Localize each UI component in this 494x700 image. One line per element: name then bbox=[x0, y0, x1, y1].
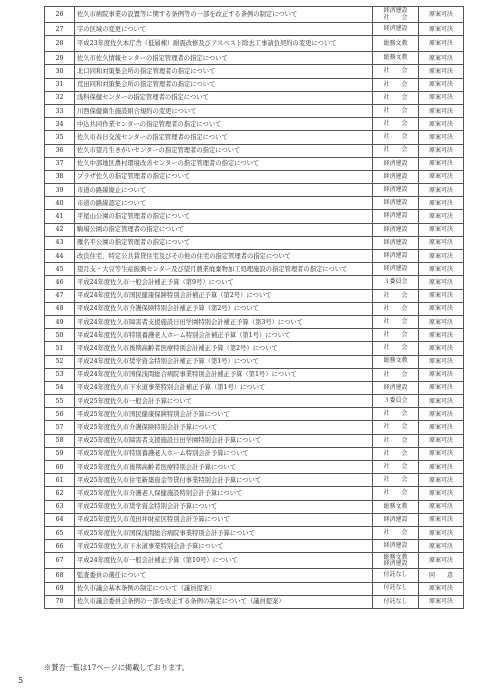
result-cell: 原案可決 bbox=[419, 184, 464, 197]
bill-title-cell: 平成24年度佐久市一般会計補正予算（第9号）について bbox=[75, 276, 373, 289]
bill-title-cell: 平成25年度佐久市障害者支援施設日田学園特別会計予算について bbox=[75, 434, 373, 447]
result-cell: 原案可決 bbox=[419, 421, 464, 434]
row-number-cell: 48 bbox=[45, 302, 75, 315]
committee-cell: 社 会 bbox=[373, 289, 419, 302]
table-row bbox=[45, 421, 464, 434]
bill-title-cell: 平尾山公園の指定管理者の指定について bbox=[75, 210, 373, 223]
committee-cell: ３委員会 bbox=[373, 395, 419, 408]
bill-title-cell: 平成25年度佐久市国保浅間総合病院事業特別会計予算について bbox=[75, 526, 373, 539]
table-row bbox=[45, 355, 464, 368]
table-row bbox=[45, 118, 464, 131]
result-cell: 原案可決 bbox=[419, 474, 464, 487]
bill-title-cell: 平成23年度佐久本庁舎（低層棟）耐震改修及びアスベスト除去工事請負契約の変更について bbox=[75, 36, 373, 52]
row-number-cell: 59 bbox=[45, 447, 75, 460]
table-row bbox=[45, 395, 464, 408]
bill-title-cell: 北口同和対策集会所の指定管理者の指定について bbox=[75, 65, 373, 78]
row-number-cell: 58 bbox=[45, 434, 75, 447]
row-number-cell: 27 bbox=[45, 23, 75, 36]
committee-cell: 経済建設 bbox=[373, 250, 419, 263]
result-cell: 原案可決 bbox=[419, 434, 464, 447]
result-cell: 原案可決 bbox=[419, 368, 464, 381]
bill-title-cell: 佐久市望月生きがいセンターの指定管理者の指定について bbox=[75, 144, 373, 157]
table-row bbox=[45, 368, 464, 381]
table-row bbox=[45, 500, 464, 513]
bill-title-cell: 平成25年度佐久市介護老人保健施設特別会計予算について bbox=[75, 487, 373, 500]
bill-title-cell: 市道の路線廃止について bbox=[75, 184, 373, 197]
committee-cell: 社 会 bbox=[373, 368, 419, 381]
bill-title-cell: 平成25年度佐久市介護保険特別会計予算について bbox=[75, 421, 373, 434]
bill-title-cell: 平成25年度佐久市奨学資金特別会計予算について bbox=[75, 500, 373, 513]
committee-cell: 経済建設 bbox=[373, 540, 419, 553]
committee-cell: 経済建設 bbox=[373, 236, 419, 249]
committee-cell: 付託なし bbox=[373, 582, 419, 595]
row-number-cell: 29 bbox=[45, 52, 75, 65]
table-row bbox=[45, 104, 464, 117]
bill-title-cell: 字の区域の変更について bbox=[75, 23, 373, 36]
committee-cell: 経済建設 bbox=[373, 210, 419, 223]
row-number-cell: 64 bbox=[45, 513, 75, 526]
row-number-cell: 46 bbox=[45, 276, 75, 289]
row-number-cell: 68 bbox=[45, 569, 75, 582]
result-cell: 原案可決 bbox=[419, 263, 464, 276]
row-number-cell: 51 bbox=[45, 342, 75, 355]
bill-title-cell: 駒場公園の指定管理者の指定について bbox=[75, 223, 373, 236]
bill-title-cell: 佐久市議会委員会条例の一部を改正する条例の制定について（議員提案） bbox=[75, 595, 373, 608]
page-number: 5 bbox=[18, 676, 24, 685]
result-cell: 原案可決 bbox=[419, 582, 464, 595]
row-number-cell: 47 bbox=[45, 289, 75, 302]
bill-title-cell: 佐久市議会基本条例の制定について（議員提案） bbox=[75, 582, 373, 595]
table-row bbox=[45, 302, 464, 315]
committee-cell: 総務文教 bbox=[373, 355, 419, 368]
bill-title-cell: 平成25年度佐久市特別養護老人ホーム特別会計予算について bbox=[75, 447, 373, 460]
row-number-cell: 31 bbox=[45, 78, 75, 91]
table-row bbox=[45, 184, 464, 197]
result-cell: 原案可決 bbox=[419, 302, 464, 315]
committee-cell: 社 会 bbox=[373, 342, 419, 355]
row-number-cell: 54 bbox=[45, 381, 75, 394]
bill-title-cell: 平成25年度佐久市国民健康保険特別会計予算について bbox=[75, 408, 373, 421]
bill-title-cell: 佐久市病院事業の設置等に関する条例等の一部を改正する条例の制定について bbox=[75, 7, 373, 23]
committee-cell: 社 会 bbox=[373, 104, 419, 117]
committee-cell: 社 会 bbox=[373, 408, 419, 421]
committee-cell: 総務文教 bbox=[373, 36, 419, 52]
row-number-cell: 38 bbox=[45, 170, 75, 183]
result-cell: 原案可決 bbox=[419, 315, 464, 328]
row-number-cell: 66 bbox=[45, 540, 75, 553]
committee-cell: 社 会 bbox=[373, 461, 419, 474]
row-number-cell: 67 bbox=[45, 553, 75, 569]
footnote: ※賛否一覧は17ページに掲載しております。 bbox=[44, 663, 189, 672]
bill-title-cell: 望月支・大豆等生産振興センター及び望月農業廃棄物加工処理施設の指定管理者の指定について bbox=[75, 263, 373, 276]
row-number-cell: 30 bbox=[45, 65, 75, 78]
row-number-cell: 61 bbox=[45, 474, 75, 487]
committee-cell: 総務文教 経済建設 bbox=[373, 553, 419, 569]
committee-cell: 経済建設 社 会 bbox=[373, 7, 419, 23]
table-row bbox=[45, 315, 464, 328]
table-row bbox=[45, 461, 464, 474]
table-row bbox=[45, 197, 464, 210]
bill-title-cell: 平成25年度佐久市一般会計予算について bbox=[75, 395, 373, 408]
result-cell: 原案可決 bbox=[419, 210, 464, 223]
result-cell: 原案可決 bbox=[419, 197, 464, 210]
row-number-cell: 60 bbox=[45, 461, 75, 474]
result-cell: 原案可決 bbox=[419, 23, 464, 36]
table-row bbox=[45, 408, 464, 421]
row-number-cell: 26 bbox=[45, 7, 75, 23]
table-row bbox=[45, 569, 464, 582]
result-cell: 原案可決 bbox=[419, 526, 464, 539]
committee-cell: 経済建設 bbox=[373, 170, 419, 183]
result-cell: 原案可決 bbox=[419, 395, 464, 408]
table-row bbox=[45, 263, 464, 276]
result-cell: 原案可決 bbox=[419, 553, 464, 569]
committee-cell: 社 会 bbox=[373, 118, 419, 131]
bill-title-cell: 平成25年度佐久市後期高齢者医療特別会計予算について bbox=[75, 461, 373, 474]
row-number-cell: 32 bbox=[45, 91, 75, 104]
result-cell: 原案可決 bbox=[419, 289, 464, 302]
result-cell: 原案可決 bbox=[419, 104, 464, 117]
committee-cell: 社 会 bbox=[373, 78, 419, 91]
committee-cell: 社 会 bbox=[373, 144, 419, 157]
row-number-cell: 45 bbox=[45, 263, 75, 276]
row-number-cell: 41 bbox=[45, 210, 75, 223]
result-cell: 原案可決 bbox=[419, 461, 464, 474]
table-row bbox=[45, 65, 464, 78]
row-number-cell: 69 bbox=[45, 582, 75, 595]
table-row bbox=[45, 250, 464, 263]
result-cell: 原案可決 bbox=[419, 355, 464, 368]
row-number-cell: 52 bbox=[45, 355, 75, 368]
committee-cell: 社 会 bbox=[373, 315, 419, 328]
table-row bbox=[45, 210, 464, 223]
row-number-cell: 35 bbox=[45, 131, 75, 144]
row-number-cell: 42 bbox=[45, 223, 75, 236]
committee-cell: 経済建設 bbox=[373, 513, 419, 526]
row-number-cell: 70 bbox=[45, 595, 75, 608]
row-number-cell: 39 bbox=[45, 184, 75, 197]
result-cell: 原案可決 bbox=[419, 36, 464, 52]
result-cell: 原案可決 bbox=[419, 500, 464, 513]
table-row bbox=[45, 223, 464, 236]
table-row bbox=[45, 434, 464, 447]
bill-title-cell: 平成25年度佐久市茂田井財産区特別会計予算について bbox=[75, 513, 373, 526]
bill-title-cell: 浅科保健センターの指定管理者の指定について bbox=[75, 91, 373, 104]
table-row bbox=[45, 78, 464, 91]
row-number-cell: 33 bbox=[45, 104, 75, 117]
table-row bbox=[45, 595, 464, 608]
row-number-cell: 55 bbox=[45, 395, 75, 408]
table-row bbox=[45, 170, 464, 183]
bill-title-cell: 佐久市春日交流センターの指定管理者の指定について bbox=[75, 131, 373, 144]
row-number-cell: 63 bbox=[45, 500, 75, 513]
table-row bbox=[45, 236, 464, 249]
table-row bbox=[45, 52, 464, 65]
committee-cell: 社 会 bbox=[373, 91, 419, 104]
result-cell: 原案可決 bbox=[419, 223, 464, 236]
committee-cell: 社 会 bbox=[373, 487, 419, 500]
committee-cell: 経済建設 bbox=[373, 23, 419, 36]
table-row bbox=[45, 36, 464, 52]
committee-cell: 経済建設 bbox=[373, 381, 419, 394]
result-cell: 原案可決 bbox=[419, 118, 464, 131]
bill-title-cell: 雁名平公園の指定管理者の指定について bbox=[75, 236, 373, 249]
result-cell: 原案可決 bbox=[419, 170, 464, 183]
committee-cell: 付託なし bbox=[373, 569, 419, 582]
bill-title-cell: 平成24年度佐久市障害者支援施設日田学園特別会計補正予算（第3号）について bbox=[75, 315, 373, 328]
bill-title-cell: 市道の路線認定について bbox=[75, 197, 373, 210]
result-cell: 原案可決 bbox=[419, 65, 464, 78]
bill-title-cell: 平成24年度佐久市奨学資金特別会計補正予算（第1号）について bbox=[75, 355, 373, 368]
table-row bbox=[45, 157, 464, 170]
committee-cell: 経済建設 bbox=[373, 184, 419, 197]
bills-table bbox=[44, 6, 464, 609]
committee-cell: 経済建設 bbox=[373, 197, 419, 210]
result-cell: 原案可決 bbox=[419, 157, 464, 170]
bill-title-cell: 中込共同作業センターの指定管理者の指定について bbox=[75, 118, 373, 131]
row-number-cell: 49 bbox=[45, 315, 75, 328]
committee-cell: 社 会 bbox=[373, 329, 419, 342]
committee-cell: 社 会 bbox=[373, 65, 419, 78]
row-number-cell: 62 bbox=[45, 487, 75, 500]
result-cell: 原案可決 bbox=[419, 595, 464, 608]
table-row bbox=[45, 23, 464, 36]
row-number-cell: 44 bbox=[45, 250, 75, 263]
table-row bbox=[45, 447, 464, 460]
result-cell: 原案可決 bbox=[419, 342, 464, 355]
table-row bbox=[45, 289, 464, 302]
bill-title-cell: 平成24年度佐久市下水道事業特別会計補正予算（第1号）について bbox=[75, 381, 373, 394]
bill-title-cell: 荒田同和対策集会所の指定管理者の指定について bbox=[75, 78, 373, 91]
committee-cell: 経済建設 bbox=[373, 263, 419, 276]
table-row bbox=[45, 131, 464, 144]
result-cell: 原案可決 bbox=[419, 144, 464, 157]
table-row bbox=[45, 540, 464, 553]
table-row bbox=[45, 553, 464, 569]
result-cell: 原案可決 bbox=[419, 487, 464, 500]
result-cell: 原案可決 bbox=[419, 381, 464, 394]
result-cell: 原案可決 bbox=[419, 78, 464, 91]
result-cell: 原案可決 bbox=[419, 131, 464, 144]
bill-title-cell: 平成25年度佐久市住宅新築資金等貸付事業特別会計予算について bbox=[75, 474, 373, 487]
row-number-cell: 40 bbox=[45, 197, 75, 210]
bill-title-cell: 平成25年度佐久市下水道事業特別会計予算について bbox=[75, 540, 373, 553]
result-cell: 原案可決 bbox=[419, 513, 464, 526]
committee-cell: 社 会 bbox=[373, 131, 419, 144]
bill-title-cell: 佐久中部地区農村環境改善センターの指定管理者の指定について bbox=[75, 157, 373, 170]
bill-title-cell: 改良住宅、特定公共賃貸住宅及びその他の住宅の指定管理者の指定について bbox=[75, 250, 373, 263]
committee-cell: 社 会 bbox=[373, 421, 419, 434]
result-cell: 原案可決 bbox=[419, 91, 464, 104]
result-cell: 原案可決 bbox=[419, 236, 464, 249]
table-row bbox=[45, 342, 464, 355]
result-cell: 同 意 bbox=[419, 569, 464, 582]
bills-table-body bbox=[45, 7, 464, 609]
result-cell: 原案可決 bbox=[419, 7, 464, 23]
table-row bbox=[45, 487, 464, 500]
result-cell: 原案可決 bbox=[419, 276, 464, 289]
committee-cell: 社 会 bbox=[373, 434, 419, 447]
row-number-cell: 50 bbox=[45, 329, 75, 342]
result-cell: 原案可決 bbox=[419, 329, 464, 342]
row-number-cell: 65 bbox=[45, 526, 75, 539]
committee-cell: 総務文教 bbox=[373, 500, 419, 513]
result-cell: 原案可決 bbox=[419, 540, 464, 553]
result-cell: 原案可決 bbox=[419, 52, 464, 65]
bill-title-cell: 佐久市佐久情報センターの指定管理者の指定について bbox=[75, 52, 373, 65]
table-row bbox=[45, 276, 464, 289]
bill-title-cell: 監査委員の選任について bbox=[75, 569, 373, 582]
committee-cell: 社 会 bbox=[373, 302, 419, 315]
row-number-cell: 28 bbox=[45, 36, 75, 52]
committee-cell: ３委員会 bbox=[373, 276, 419, 289]
result-cell: 原案可決 bbox=[419, 250, 464, 263]
table-row bbox=[45, 7, 464, 23]
table-row bbox=[45, 381, 464, 394]
bill-title-cell: 川西保健衛生施設組合規約の変更について bbox=[75, 104, 373, 117]
committee-cell: 社 会 bbox=[373, 474, 419, 487]
committee-cell: 付託なし bbox=[373, 595, 419, 608]
bill-title-cell: 平成24年度佐久市特別養護老人ホーム特別会計補正予算（第1号）について bbox=[75, 329, 373, 342]
bill-title-cell: プラザ佐久の指定管理者の指定について bbox=[75, 170, 373, 183]
table-row bbox=[45, 144, 464, 157]
bill-title-cell: 平成24年度佐久市国民健康保険特別会計補正予算（第2号）について bbox=[75, 289, 373, 302]
row-number-cell: 34 bbox=[45, 118, 75, 131]
table-row bbox=[45, 513, 464, 526]
table-row bbox=[45, 526, 464, 539]
committee-cell: 経済建設 bbox=[373, 223, 419, 236]
row-number-cell: 36 bbox=[45, 144, 75, 157]
bill-title-cell: 平成24年度佐久市国保浅間総合病院事業特別会計補正予算（第1号）について bbox=[75, 368, 373, 381]
committee-cell: 経済建設 bbox=[373, 157, 419, 170]
table-row bbox=[45, 582, 464, 595]
row-number-cell: 43 bbox=[45, 236, 75, 249]
committee-cell: 総務文教 bbox=[373, 52, 419, 65]
row-number-cell: 56 bbox=[45, 408, 75, 421]
committee-cell: 社 会 bbox=[373, 447, 419, 460]
bill-title-cell: 平成24年度佐久市介護保険特別会計補正予算（第2号）について bbox=[75, 302, 373, 315]
row-number-cell: 53 bbox=[45, 368, 75, 381]
table-row bbox=[45, 474, 464, 487]
result-cell: 原案可決 bbox=[419, 408, 464, 421]
committee-cell: 社 会 bbox=[373, 526, 419, 539]
table-row bbox=[45, 329, 464, 342]
row-number-cell: 37 bbox=[45, 157, 75, 170]
row-number-cell: 57 bbox=[45, 421, 75, 434]
result-cell: 原案可決 bbox=[419, 447, 464, 460]
table-row bbox=[45, 91, 464, 104]
bill-title-cell: 平成24年度佐久市後期高齢者医療特別会計補正予算（第2号）について bbox=[75, 342, 373, 355]
bill-title-cell: 平成24年度佐久市一般会計補正予算（第10号）について bbox=[75, 553, 373, 569]
